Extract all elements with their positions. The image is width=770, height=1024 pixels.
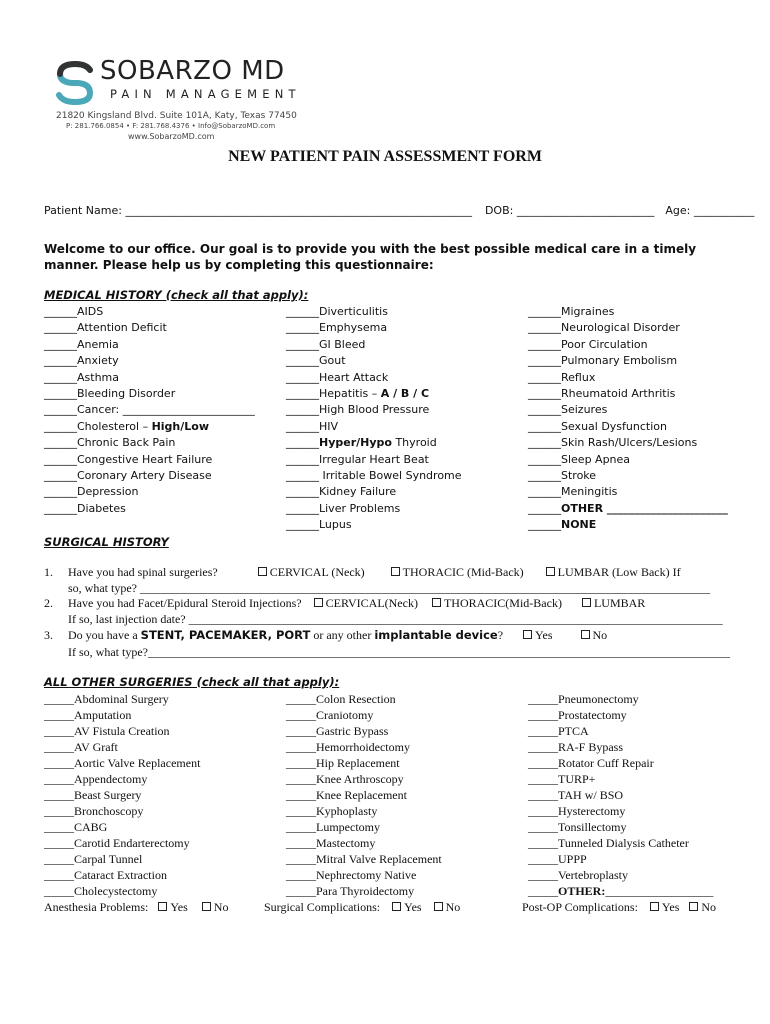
surgical-history-heading: SURGICAL HISTORY xyxy=(44,535,169,549)
option-yes[interactable] xyxy=(650,900,679,914)
surgery-item[interactable]: _____Craniotomy xyxy=(286,708,374,722)
anesthesia-problems-row xyxy=(44,899,228,915)
option-no[interactable] xyxy=(689,900,716,914)
none-blank: ______ xyxy=(528,518,561,532)
surgery-item[interactable]: _____Hip Replacement xyxy=(286,756,400,770)
condition-item[interactable]: ______Pulmonary Embolism xyxy=(528,354,678,368)
surgery-item[interactable]: _____Cataract Extraction xyxy=(44,868,167,882)
postop-complications-row xyxy=(522,899,716,915)
checkbox-icon[interactable] xyxy=(523,630,532,639)
welcome-text: Welcome to our office. Our goal is to provide you with the best possible medical care in a timely manner. Please help us by completing this questionnaire: xyxy=(44,242,697,272)
surgical-complications-row xyxy=(264,899,460,915)
surgery-item[interactable]: _____Carpal Tunnel xyxy=(44,852,143,866)
condition-item[interactable]: ______Stroke xyxy=(528,468,597,482)
option-label: Yes xyxy=(661,900,680,914)
surgery-item[interactable]: _____Appendectomy xyxy=(44,772,148,786)
condition-item[interactable]: ______Heart Attack xyxy=(286,370,389,384)
condition-item[interactable]: ______Sexual Dysfunction xyxy=(528,419,667,433)
contact-info: P: 281.766.0854 • F: 281.768.4376 • Info@SobarzoMD.com xyxy=(66,122,276,130)
option-label: CERVICAL (Neck) xyxy=(269,565,365,579)
option-lumbar[interactable] xyxy=(546,565,681,579)
question-mark: ? xyxy=(497,628,504,642)
checkbox-icon[interactable] xyxy=(434,902,443,911)
surgery-item[interactable]: _____Mitral Valve Replacement xyxy=(286,852,442,866)
condition-item[interactable]: ______Neurological Disorder xyxy=(528,321,680,335)
option-thoracic[interactable] xyxy=(432,596,562,610)
option-yes[interactable] xyxy=(392,900,421,914)
condition-item[interactable]: ______Attention Deficit xyxy=(44,321,167,335)
address: 21820 Kingsland Blvd. Suite 101A, Katy, Texas 77450 xyxy=(56,111,297,121)
option-yes[interactable] xyxy=(158,900,187,914)
implant-device: implantable device xyxy=(374,628,498,642)
postop-complications-label: Post-OP Complications: xyxy=(522,900,638,914)
surgical-complications-label: Surgical Complications: xyxy=(264,900,381,914)
thyroid-blank: ______ xyxy=(286,436,319,450)
question-text: or any other xyxy=(310,628,375,642)
condition-item[interactable]: ______Chronic Back Pain xyxy=(44,436,176,450)
surgery-item[interactable]: _____Colon Resection xyxy=(286,692,396,706)
surgery-item[interactable]: _____RA-F Bypass xyxy=(528,740,624,754)
option-label: CERVICAL(Neck) xyxy=(325,596,418,610)
brand-name: SOBARZO MD xyxy=(100,56,285,86)
condition-item-thyroid[interactable] xyxy=(286,435,462,451)
other-blank: ______ xyxy=(528,501,561,515)
checkbox-icon[interactable] xyxy=(202,902,211,911)
surgery-item[interactable]: _____PTCA xyxy=(528,724,589,738)
website: www.SobarzoMD.com xyxy=(128,132,215,141)
question-implant xyxy=(44,628,607,643)
other-line: __________________ xyxy=(605,884,714,898)
question-text: Do you have a xyxy=(68,628,141,642)
other-label: OTHER ______________________ xyxy=(561,501,728,515)
thyroid-label: Thyroid xyxy=(391,436,437,450)
option-yes[interactable] xyxy=(523,628,552,642)
checkbox-icon[interactable] xyxy=(582,598,591,607)
option-label: No xyxy=(701,900,717,914)
surgery-item[interactable]: _____Carotid Endarterectomy xyxy=(44,836,190,850)
patient-name-field[interactable]: Patient Name: _______________________________________________________________ xyxy=(44,204,472,217)
surgery-item[interactable]: _____Hemorrhoidectomy xyxy=(286,740,410,754)
condition-item[interactable]: ______Gout xyxy=(286,354,346,368)
surgery-item[interactable]: _____Mastectomy xyxy=(286,836,376,850)
surgery-item[interactable]: _____Amputation xyxy=(44,708,132,722)
condition-item[interactable]: ______Cancer: ________________________ xyxy=(44,403,255,417)
implant-type-field[interactable]: If so, what type?_________________________________________________________________________________________________ xyxy=(68,645,730,659)
condition-item[interactable]: ______Diverticulitis xyxy=(286,305,388,318)
brand-tagline: PAIN MANAGEMENT xyxy=(110,87,301,101)
other-surgeries-col3 xyxy=(522,691,717,915)
surgery-item[interactable]: _____Para Thyroidectomy xyxy=(286,884,415,898)
question-number: 2. xyxy=(44,596,53,610)
checkbox-icon[interactable] xyxy=(314,598,323,607)
condition-item[interactable]: ______Asthma xyxy=(44,370,119,384)
practice-logo xyxy=(52,56,322,146)
other-blank: _____ xyxy=(528,884,558,898)
checkbox-icon[interactable] xyxy=(581,630,590,639)
surgery-item[interactable]: _____Cholecystectomy xyxy=(44,884,158,898)
hepatitis-label: ______Hepatitis – xyxy=(286,386,381,400)
medical-history-col1 xyxy=(44,304,255,517)
thyroid-options: Hyper/Hypo xyxy=(319,436,392,450)
none-label: NONE xyxy=(561,518,597,532)
surgery-item[interactable]: _____Bronchoscopy xyxy=(44,804,144,818)
medical-history-heading: MEDICAL HISTORY (check all that apply): xyxy=(44,288,309,302)
condition-item[interactable]: ______Seizures xyxy=(528,403,608,417)
other-surgeries-heading: ALL OTHER SURGERIES (check all that apply): xyxy=(44,675,340,689)
option-label: Yes xyxy=(404,900,422,914)
surgery-item[interactable]: _____Hysterectomy xyxy=(528,804,626,818)
option-label: Yes xyxy=(535,628,553,642)
option-no[interactable] xyxy=(581,628,608,642)
checkbox-icon[interactable] xyxy=(689,902,698,911)
condition-item[interactable]: ______Irregular Heart Beat xyxy=(286,452,429,466)
condition-item[interactable]: ______Emphysema xyxy=(286,321,388,335)
condition-item-none[interactable] xyxy=(528,517,728,533)
option-cervical[interactable] xyxy=(258,565,365,579)
surgery-item[interactable]: _____Abdominal Surgery xyxy=(44,692,169,706)
other-label: OTHER: xyxy=(558,884,606,898)
surgery-item[interactable]: _____AV Graft xyxy=(44,740,118,754)
condition-item[interactable]: ______Lupus xyxy=(286,518,352,532)
surgery-item[interactable]: _____Aortic Valve Replacement xyxy=(44,756,201,770)
surgery-item[interactable]: _____Tonsillectomy xyxy=(528,820,627,834)
condition-item[interactable]: ______Anxiety xyxy=(44,354,119,368)
cholesterol-options: High/Low xyxy=(151,419,210,433)
condition-item[interactable]: ______Kidney Failure xyxy=(286,485,397,499)
age-field[interactable]: Age: ___________ xyxy=(665,204,755,217)
medical-history-col2 xyxy=(286,304,462,533)
checkbox-icon[interactable] xyxy=(392,902,401,911)
condition-item[interactable]: ______Meningitis xyxy=(528,485,618,499)
surgery-item[interactable]: _____CABG xyxy=(44,820,108,834)
condition-item[interactable]: ______Bleeding Disorder xyxy=(44,386,176,400)
checkbox-icon[interactable] xyxy=(158,902,167,911)
condition-item[interactable]: ______AIDS xyxy=(44,305,104,318)
hepatitis-options: A / B / C xyxy=(380,386,430,400)
question-text: Have you had Facet/Epidural Steroid Injections? xyxy=(68,596,302,610)
surgery-item-other[interactable] xyxy=(528,883,716,899)
surgery-item[interactable]: _____Knee Replacement xyxy=(286,788,407,802)
option-label: LUMBAR xyxy=(593,596,646,610)
condition-item[interactable]: ______High Blood Pressure xyxy=(286,403,430,417)
condition-item[interactable]: ______GI Bleed xyxy=(286,337,366,351)
option-cervical[interactable] xyxy=(314,596,418,610)
checkbox-icon[interactable] xyxy=(546,567,555,576)
surgery-item[interactable]: _____Prostatectomy xyxy=(528,708,627,722)
option-thoracic[interactable] xyxy=(391,565,524,579)
sobarzo-logo-icon xyxy=(52,60,98,106)
page-title: NEW PATIENT PAIN ASSESSMENT FORM xyxy=(228,148,542,165)
surgery-item[interactable]: _____Tunneled Dialysis Catheter xyxy=(528,836,689,850)
checkbox-icon[interactable] xyxy=(258,567,267,576)
question-number: 3. xyxy=(44,628,53,642)
option-label: THORACIC (Mid-Back) xyxy=(402,565,524,579)
other-surgeries-col1 xyxy=(44,691,228,915)
checkbox-icon[interactable] xyxy=(391,567,400,576)
surgery-item[interactable]: _____AV Fistula Creation xyxy=(44,724,170,738)
implant-types: STENT, PACEMAKER, PORT xyxy=(140,628,311,642)
surgery-item[interactable]: _____TAH w/ BSO xyxy=(528,788,624,802)
condition-item[interactable]: ______Reflux xyxy=(528,370,596,384)
surgery-item[interactable]: _____Gastric Bypass xyxy=(286,724,389,738)
condition-item[interactable]: ______Sleep Apnea xyxy=(528,452,631,466)
condition-item-cholesterol[interactable] xyxy=(44,419,255,435)
surgery-item[interactable]: _____Rotator Cuff Repair xyxy=(528,756,654,770)
question-number: 1. xyxy=(44,565,53,579)
condition-item[interactable]: ______Coronary Artery Disease xyxy=(44,468,212,482)
condition-item[interactable]: ______Liver Problems xyxy=(286,501,401,515)
question-spinal-surgery xyxy=(44,565,681,580)
condition-item[interactable]: ______Anemia xyxy=(44,337,119,351)
surgery-item[interactable]: _____Vertebroplasty xyxy=(528,868,628,882)
spinal-surgery-type-field[interactable]: so, what type? _______________________________________________________________________________________________ xyxy=(68,581,710,595)
option-lumbar[interactable] xyxy=(582,596,645,610)
cholesterol-label: ______Cholesterol – xyxy=(44,419,152,433)
anesthesia-label: Anesthesia Problems: xyxy=(44,900,149,914)
condition-item[interactable]: ______Poor Circulation xyxy=(528,337,648,351)
surgery-item[interactable]: _____TURP+ xyxy=(528,772,596,786)
dob-field[interactable]: DOB: _________________________ xyxy=(484,204,655,217)
option-label: THORACIC(Mid-Back) xyxy=(443,596,562,610)
checkbox-icon[interactable] xyxy=(432,598,441,607)
medical-history-col3 xyxy=(528,304,728,533)
surgery-item[interactable]: _____Knee Arthroscopy xyxy=(286,772,404,786)
condition-item-other[interactable] xyxy=(528,501,728,517)
condition-item[interactable]: ______Diabetes xyxy=(44,501,126,515)
surgery-item[interactable]: _____Kyphoplasty xyxy=(286,804,378,818)
question-text: Have you had spinal surgeries? xyxy=(68,565,218,579)
option-label: LUMBAR (Low Back) If xyxy=(557,565,681,579)
condition-item[interactable]: ______HIV xyxy=(286,419,339,433)
injection-date-field[interactable]: If so, last injection date? _________________________________________________________________________________________ xyxy=(68,612,723,626)
surgery-item[interactable]: _____Lumpectomy xyxy=(286,820,380,834)
option-label: No xyxy=(592,628,608,642)
other-surgeries-col2 xyxy=(264,691,461,915)
condition-item[interactable]: ______Depression xyxy=(44,485,139,499)
surgery-item[interactable]: _____Pneumonectomy xyxy=(528,692,639,706)
condition-item-hepatitis[interactable] xyxy=(286,386,462,402)
option-label: Yes xyxy=(170,900,188,914)
option-label: No xyxy=(445,900,461,914)
surgery-item[interactable]: _____Nephrectomy Native xyxy=(286,868,417,882)
surgery-item[interactable]: _____UPPP xyxy=(528,852,587,866)
checkbox-icon[interactable] xyxy=(650,902,659,911)
condition-item[interactable]: ______Rheumatoid Arthritis xyxy=(528,386,676,400)
question-injections xyxy=(44,596,645,611)
condition-item[interactable]: ______Congestive Heart Failure xyxy=(44,452,213,466)
patient-info-line xyxy=(44,204,754,217)
option-label: No xyxy=(213,900,229,914)
condition-item[interactable]: ______Migraines xyxy=(528,305,615,318)
condition-item[interactable]: ______ Irritable Bowel Syndrome xyxy=(286,468,462,482)
condition-item[interactable]: ______Skin Rash/Ulcers/Lesions xyxy=(528,436,698,450)
option-no[interactable] xyxy=(434,900,461,914)
option-no[interactable] xyxy=(202,900,229,914)
surgery-item[interactable]: _____Beast Surgery xyxy=(44,788,142,802)
